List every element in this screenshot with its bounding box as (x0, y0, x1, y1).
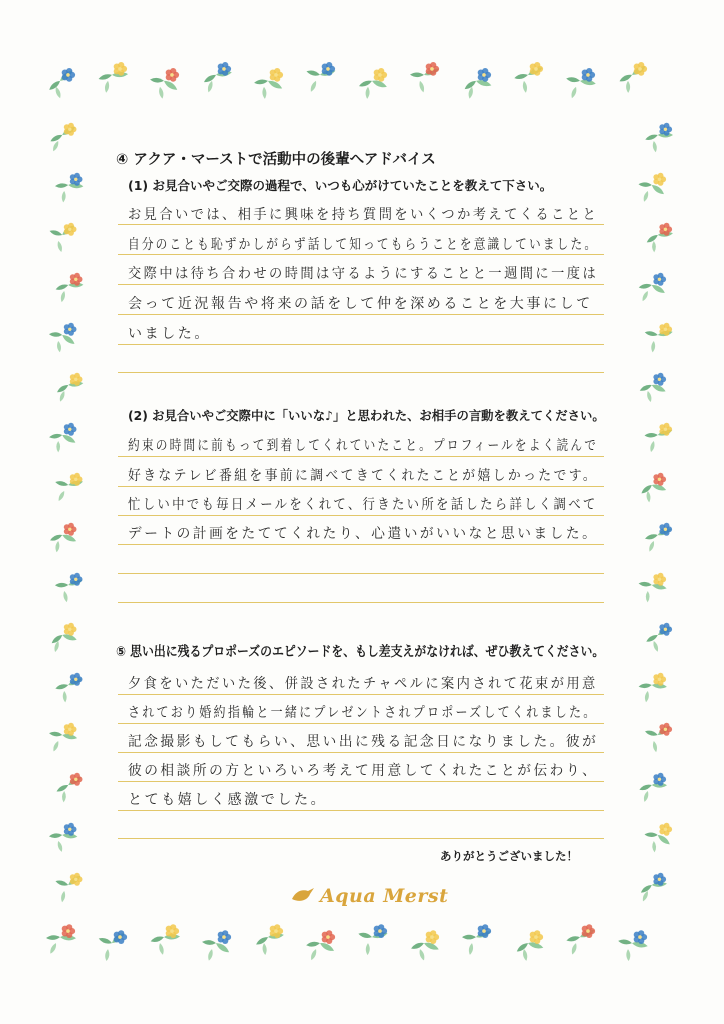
answer-rule (118, 224, 604, 225)
leaf-icon (642, 190, 649, 202)
leaf-icon (646, 391, 653, 403)
leaf-icon (638, 683, 652, 689)
leaf-icon (570, 942, 578, 955)
leaf-icon (55, 541, 60, 553)
leaf-icon (62, 791, 66, 803)
leaf-icon (618, 939, 633, 946)
flower-icon (478, 68, 491, 82)
flower-icon (64, 523, 77, 536)
answer-5-line-1: 夕食をいただいた後、併設されたチャペルに案内されて花束が用意 (128, 676, 598, 692)
answer-rule (118, 694, 604, 695)
leaf-icon (652, 241, 656, 253)
flower-icon (62, 68, 75, 82)
leaf-icon (61, 333, 76, 346)
leaf-icon (49, 332, 63, 337)
leaf-icon (418, 948, 426, 961)
leaf-icon (254, 79, 269, 86)
flower-icon (374, 68, 387, 82)
logo-text: Aqua Merst (320, 885, 449, 907)
flower-icon (582, 68, 595, 82)
flower-icon (70, 573, 83, 586)
leaf-icon (522, 81, 528, 93)
leaf-icon (462, 935, 476, 940)
question-1: (1) お見合いやご交際の過程で、いつも心がけていたことを教えて下さい。 (128, 178, 553, 193)
leaf-icon (652, 141, 658, 153)
leaf-icon (104, 81, 110, 93)
answer-1-line-5: いました。 (128, 326, 211, 342)
flower-icon (653, 473, 666, 486)
leaf-icon (150, 935, 165, 944)
leaf-icon (49, 833, 63, 839)
flower-icon (70, 873, 83, 886)
leaf-icon (566, 935, 581, 943)
leaf-icon (648, 540, 656, 552)
answer-2-line-3: 忙しい中でも毎日メールをくれて、行きたい所を話したら詳しく調べて (128, 497, 598, 513)
leaf-icon (98, 73, 113, 82)
answer-rule (118, 456, 604, 457)
answer-1-line-4: 会って近況報告や将来の話をして仲を深めることを大事にして (128, 296, 593, 312)
leaf-icon (522, 949, 528, 962)
leaf-icon (158, 943, 165, 956)
leaf-icon (57, 490, 66, 502)
flower-icon (270, 68, 283, 82)
flower-icon (70, 173, 83, 186)
leaf-icon (55, 783, 69, 793)
leaf-icon (55, 583, 68, 588)
leaf-icon (650, 183, 665, 196)
leaf-icon (60, 291, 66, 303)
leaf-icon (306, 941, 321, 948)
answer-rule (118, 810, 604, 811)
answer-rule (118, 486, 604, 487)
flower-icon (653, 373, 666, 386)
flower-icon (64, 323, 77, 336)
leaf-icon (646, 233, 660, 244)
question-2: (2) お見合いやご交際中に「いいな♪」と思われた、お相手の言動を教えてください。 (128, 408, 605, 423)
leaf-icon (656, 833, 671, 846)
flower-icon (659, 523, 672, 536)
answer-5-line-3: 記念撮影もしてもらい、思い出に残る記念日になりました。彼が (128, 734, 599, 750)
leaf-icon (203, 73, 217, 84)
leaf-icon (98, 936, 113, 945)
answer-rule (118, 838, 604, 839)
leaf-icon (358, 931, 373, 939)
leaf-icon (214, 941, 230, 955)
leaf-icon (52, 740, 60, 752)
leaf-icon (638, 182, 652, 187)
flower-icon (659, 823, 672, 836)
leaf-icon (255, 935, 269, 946)
flower-icon (218, 930, 231, 944)
leaf-icon (639, 783, 653, 792)
leaf-icon (365, 87, 370, 99)
leaf-icon (514, 73, 529, 81)
leaf-icon (410, 72, 424, 77)
answer-1-line-3: 交際中は待ち合わせの時間は守るようにすることと一週間に一度は (128, 266, 599, 282)
answer-2-line-1: 約束の時間に前もって到着してくれていたこと。プロフィールをよく読んで (128, 438, 599, 454)
leaf-icon (468, 943, 474, 956)
flower-icon (659, 723, 672, 736)
leaf-icon (49, 133, 63, 143)
leaf-icon (60, 891, 66, 903)
leaf-icon (644, 729, 658, 737)
leaf-icon (55, 683, 69, 691)
leaf-icon (262, 87, 267, 99)
leaf-icon (645, 133, 659, 142)
answer-rule (118, 344, 604, 345)
bird-logo-icon (290, 885, 316, 907)
leaf-icon (649, 441, 655, 453)
leaf-icon (56, 840, 63, 852)
leaf-icon (618, 73, 633, 84)
leaf-icon (49, 533, 63, 542)
leaf-icon (644, 832, 657, 837)
leaf-icon (55, 480, 69, 487)
leaf-icon (49, 433, 63, 440)
leaf-icon (644, 533, 658, 541)
leaf-icon (309, 80, 318, 93)
leaf-icon (306, 69, 321, 77)
leaf-icon (652, 841, 657, 853)
leaf-icon (51, 140, 59, 152)
answer-rule (118, 284, 604, 285)
leaf-icon (55, 283, 69, 292)
leaf-icon (207, 949, 214, 962)
leaf-icon (651, 341, 656, 353)
leaf-icon (163, 79, 179, 92)
leaf-icon (61, 191, 66, 203)
leaf-icon (262, 943, 267, 955)
brand-logo (290, 882, 448, 910)
flower-icon (64, 823, 77, 836)
section-5-heading: ⑤ 思い出に残るプロポーズのエピソードを、もし差支えがなければ、ぜひ教えてください。 (116, 644, 605, 660)
answer-rule (118, 254, 604, 255)
leaf-icon (56, 341, 61, 353)
leaf-icon (49, 229, 63, 237)
leaf-icon (55, 183, 69, 189)
flower-icon (582, 924, 595, 938)
answer-rule (118, 544, 604, 545)
leaf-icon (644, 691, 650, 703)
flower-icon (426, 930, 439, 944)
leaf-icon (652, 741, 658, 753)
leaf-icon (515, 941, 529, 953)
leaf-icon (366, 943, 370, 955)
leaf-icon (418, 80, 425, 93)
answer-rule (118, 602, 604, 603)
leaf-icon (646, 591, 650, 602)
flower-icon (426, 62, 439, 76)
flower-icon (653, 273, 666, 286)
leaf-icon (638, 283, 652, 290)
answer-1-line-2: 自分のことも恥ずかしがらず話して知ってもらうことを意識していました。 (128, 237, 599, 253)
answer-2-line-2: 好きなテレビ番組を事前に調べてきてくれたことが嬉しかったです。 (128, 468, 599, 484)
flower-icon (653, 673, 666, 686)
leaf-icon (58, 390, 66, 402)
flower-icon (634, 930, 647, 944)
leaf-icon (55, 879, 69, 887)
thanks-text: ありがとうございました！ (440, 849, 578, 863)
leaf-icon (626, 949, 631, 961)
flower-icon (374, 924, 387, 938)
flower-icon (659, 623, 672, 636)
flower-icon (70, 773, 83, 786)
flower-icon (653, 573, 666, 586)
answer-rule (118, 752, 604, 753)
flower-icon (64, 623, 77, 636)
leaf-icon (56, 240, 63, 252)
leaf-icon (639, 383, 653, 393)
leaf-icon (638, 581, 652, 587)
flower-icon (64, 123, 77, 136)
leaf-icon (62, 591, 68, 603)
flower-icon (634, 62, 647, 76)
leaf-icon (640, 483, 653, 495)
answer-1-line-1: お見合いでは、相手に興味を持ち質問をいくつか考えてくることと (128, 207, 599, 223)
answer-5-line-4: 彼の相談所の方といろいろ考えて用意してくれたことが伝わり、 (128, 763, 599, 779)
answer-2-line-4: デートの計画をたててくれたり、心遣いがいいなと思いました。 (128, 526, 599, 542)
answer-5-line-2: されており婚約指輪と一緒にプレゼントされプロポーズしてくれました。 (128, 705, 598, 721)
leaf-icon (202, 940, 216, 946)
flower-icon (653, 173, 666, 186)
leaf-icon (644, 433, 657, 438)
flower-icon (62, 924, 75, 938)
leaf-icon (150, 77, 164, 83)
leaf-icon (54, 86, 62, 99)
answer-rule (118, 723, 604, 724)
answer-rule (118, 372, 604, 373)
leaf-icon (641, 290, 650, 302)
leaf-icon (49, 942, 58, 954)
leaf-icon (46, 935, 60, 941)
flower-icon (70, 673, 83, 686)
section-4-heading: ④ アクア・マーストで活動中の後輩へアドバイス (116, 152, 436, 168)
flower-icon (322, 62, 335, 76)
leaf-icon (645, 633, 659, 643)
answer-rule (118, 314, 604, 315)
flower-icon (64, 223, 77, 236)
leaf-icon (566, 76, 581, 83)
flower-icon (64, 723, 77, 736)
leaf-icon (49, 731, 63, 737)
answer-rule (118, 515, 604, 516)
leaf-icon (62, 691, 67, 703)
leaf-icon (643, 790, 650, 802)
flower-icon (659, 423, 672, 436)
flower-icon (166, 68, 179, 82)
leaf-icon (158, 87, 164, 100)
leaf-icon (644, 330, 658, 337)
flower-icon (530, 62, 543, 76)
flower-icon (530, 930, 543, 944)
flower-icon (478, 924, 491, 938)
flower-icon (114, 930, 127, 944)
leaf-icon (410, 941, 425, 951)
leaf-icon (570, 86, 578, 99)
leaf-icon (652, 640, 659, 652)
flower-icon (322, 930, 335, 944)
flower-icon (64, 423, 77, 436)
flower-icon (70, 473, 83, 486)
leaf-icon (56, 441, 60, 452)
leaf-icon (646, 491, 651, 503)
leaf-icon (207, 80, 214, 93)
leaf-icon (48, 79, 62, 92)
leaf-icon (309, 948, 317, 961)
leaf-icon (105, 949, 110, 961)
answer-rule (118, 573, 604, 574)
answer-5-line-5: とても嬉しく感激でした。 (128, 792, 328, 808)
answer-rule (118, 781, 604, 782)
leaf-icon (626, 81, 630, 93)
leaf-icon (358, 79, 373, 89)
